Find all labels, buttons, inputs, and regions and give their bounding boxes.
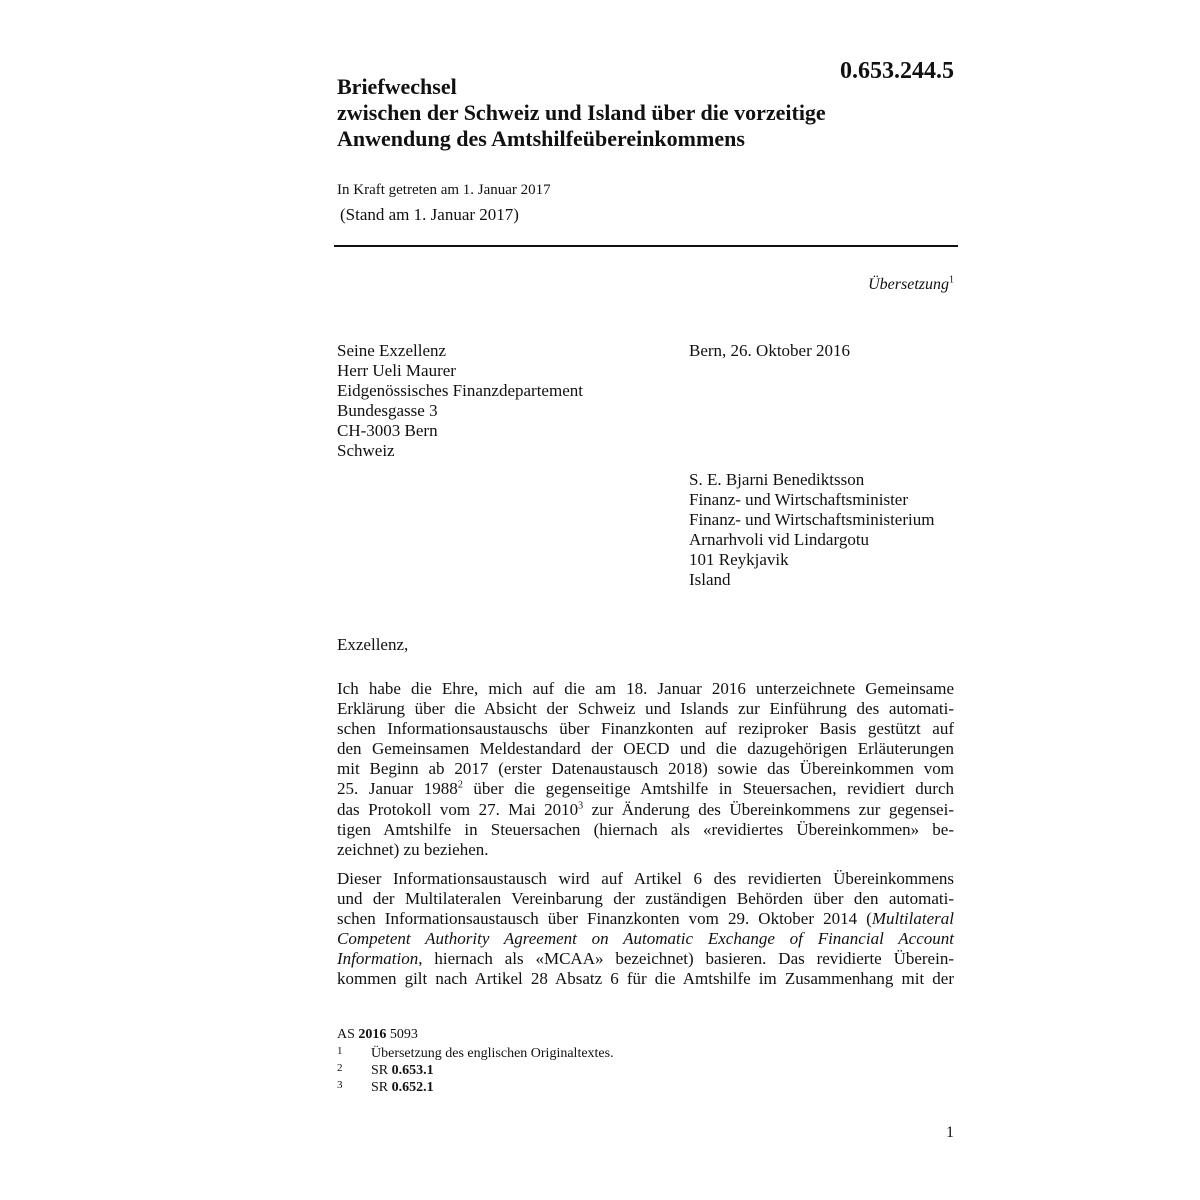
status-date: (Stand am 1. Januar 2017) [340,205,519,224]
italic-text: Competent Authority Agreement on Automatic Exchange of Financial Account [337,929,954,949]
recipient-address [337,341,583,461]
paragraph-line [337,779,954,799]
official-collection-ref [337,1027,418,1043]
line-text: schen Informationsaustausch über Finanzkonten vom 29. Oktober 2014 ( [337,909,872,929]
paragraph-line: Dieser Informationsaustausch wird auf Artikel 6 des revidierten Übereinkommens [337,869,954,888]
paragraph-line: mit Beginn ab 2017 (erster Datenaustausch 2018) sowie das Übereinkommen vom [337,759,954,779]
address-line: Arnarhvoli vid Lindargotu [689,530,870,549]
line-text: über die gegenseitige Amtshilfe in Steuersachen, revidiert durch [462,779,954,799]
footnote-number: 3 [337,1079,343,1091]
paragraph-line: zeichnet) zu beziehen. [337,839,489,859]
address-line: Finanz- und Wirtschaftsministerium [689,510,935,529]
body-paragraph [337,679,954,860]
address-line: Island [689,570,731,589]
paragraph-line [337,800,954,820]
translation-label: Übersetzung [868,276,949,293]
paragraph-line: und der Multilateralen Vereinbarung der zuständigen Behörden über den automati- [337,889,954,909]
line-text: zur Änderung des Übereinkommens zur gegensei- [583,799,954,819]
footnote-number: 2 [337,1062,343,1074]
footnote-ref: 2 [457,779,463,791]
salutation: Exzellenz, [337,635,409,654]
paragraph-line: schen Informationsaustauschs über Finanzkonten auf reziproker Basis gestützt auf [337,719,954,739]
address-line: Finanz- und Wirtschaftsminister [689,490,909,509]
page-number: 1 [946,1124,954,1141]
title-line: zwischen der Schweiz und Island über die vorzeitige [337,100,826,125]
footnote-sr-prefix: SR [371,1063,392,1078]
paragraph-line [337,949,954,969]
translation-note [700,276,954,294]
header-divider [334,245,958,247]
footnote [337,1079,434,1096]
address-line: Seine Exzellenz [337,341,447,360]
title-line: Briefwechsel [337,74,457,99]
paragraph-line [337,929,954,949]
as-page: 5093 [386,1027,418,1042]
footnote-sr-prefix: SR [371,1080,392,1095]
as-prefix: AS [337,1027,359,1042]
sr-number: 0.653.244.5 [840,58,954,84]
as-year: 2016 [358,1027,387,1042]
title-line: Anwendung des Amtshilfeübereinkommens [337,126,745,151]
address-line: CH-3003 Bern [337,421,438,440]
line-text: 25. Januar 1988 [337,779,458,799]
italic-text: Multilateral [871,909,954,929]
address-line: Bundesgasse 3 [337,401,438,420]
footnote-number: 1 [337,1045,343,1057]
footnote [337,1062,434,1079]
footnote-ref: 1 [949,274,954,286]
body-paragraph [337,869,954,990]
address-line: S. E. Bjarni Benediktsson [689,470,865,489]
address-line: Schweiz [337,441,395,460]
footnote [337,1045,614,1062]
footnote-text: Übersetzung des englischen Originaltextes. [371,1046,614,1061]
sender-address [689,470,934,590]
footnote-ref: 3 [578,799,584,811]
in-force-date: In Kraft getreten am 1. Januar 2017 [337,182,551,198]
document-title [337,74,897,152]
paragraph-line: kommen gilt nach Artikel 28 Absatz 6 für die Amtshilfe im Zusammenhang mit der [337,969,954,989]
paragraph-line: Ich habe die Ehre, mich auf die am 18. Januar 2016 unterzeichnete Gemeinsame [337,679,954,698]
place-date: Bern, 26. Oktober 2016 [689,341,851,360]
paragraph-line: Erklärung über die Absicht der Schweiz und Islands zur Einführung des automati- [337,699,954,719]
footnote-sr-number: 0.653.1 [391,1063,434,1078]
address-line: Herr Ueli Maurer [337,361,456,380]
paragraph-line: tigen Amtshilfe in Steuersachen (hiernach als «revidiertes Übereinkommen» be- [337,819,954,839]
line-text: das Protokoll vom 27. Mai 2010 [337,799,579,819]
paragraph-line: den Gemeinsamen Meldestandard der OECD und die dazugehörigen Erläuterungen [337,739,954,759]
line-text: , hiernach als «MCAA» bezeichnet) basieren. Das revidierte Überein- [418,949,954,969]
italic-text: Information [337,949,419,969]
address-line: 101 Reykjavik [689,550,789,569]
paragraph-line [337,909,954,929]
address-line: Eidgenössisches Finanzdepartement [337,381,583,400]
footnote-sr-number: 0.652.1 [391,1080,434,1095]
